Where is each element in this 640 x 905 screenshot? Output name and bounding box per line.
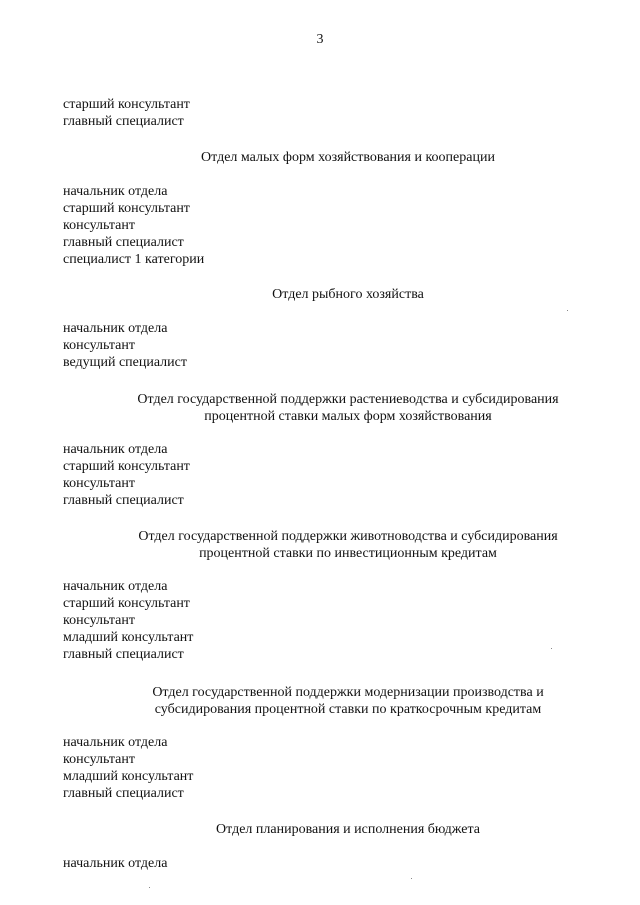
department-heading: Отдел рыбного хозяйства	[272, 287, 424, 302]
position-item: главный специалист	[63, 493, 184, 508]
position-item: начальник отдела	[63, 321, 168, 336]
department-heading: Отдел государственной поддержки животноводства и субсидирования	[138, 529, 558, 544]
position-item: главный специалист	[63, 647, 184, 662]
department-heading: Отдел малых форм хозяйствования и кооперации	[201, 150, 495, 165]
department-heading: субсидирования процентной ставки по краткосрочным кредитам	[154, 702, 542, 717]
position-item: старший консультант	[63, 596, 190, 611]
department-heading: процентной ставки по инвестиционным кредитам	[199, 546, 497, 561]
position-item: начальник отдела	[63, 579, 168, 594]
position-item: консультант	[63, 218, 135, 233]
position-item: консультант	[63, 338, 135, 353]
position-item: главный специалист	[63, 114, 184, 129]
department-heading: Отдел государственной поддержки модернизации производства и	[152, 685, 544, 700]
position-item: консультант	[63, 613, 135, 628]
position-item: главный специалист	[63, 786, 184, 801]
scan-speck	[567, 310, 568, 311]
position-item: старший консультант	[63, 97, 190, 112]
position-item: начальник отдела	[63, 735, 168, 750]
position-item: специалист 1 категории	[63, 252, 205, 267]
position-item: главный специалист	[63, 235, 184, 250]
position-item: ведущий специалист	[63, 355, 187, 370]
position-item: младший консультант	[63, 769, 194, 784]
position-item: начальник отдела	[63, 184, 168, 199]
position-item: начальник отдела	[63, 442, 168, 457]
position-item: начальник отдела	[63, 856, 168, 871]
position-item: младший консультант	[63, 630, 194, 645]
position-item: консультант	[63, 752, 135, 767]
position-item: старший консультант	[63, 201, 190, 216]
scan-speck	[551, 648, 552, 649]
position-item: старший консультант	[63, 459, 190, 474]
department-heading: процентной ставки малых форм хозяйствования	[204, 409, 492, 424]
position-item: консультант	[63, 476, 135, 491]
scan-speck	[149, 887, 150, 888]
scan-speck	[411, 878, 412, 879]
page-number: 3	[316, 32, 324, 47]
department-heading: Отдел государственной поддержки растениеводства и субсидирования	[137, 392, 559, 407]
department-heading: Отдел планирования и исполнения бюджета	[216, 822, 480, 837]
